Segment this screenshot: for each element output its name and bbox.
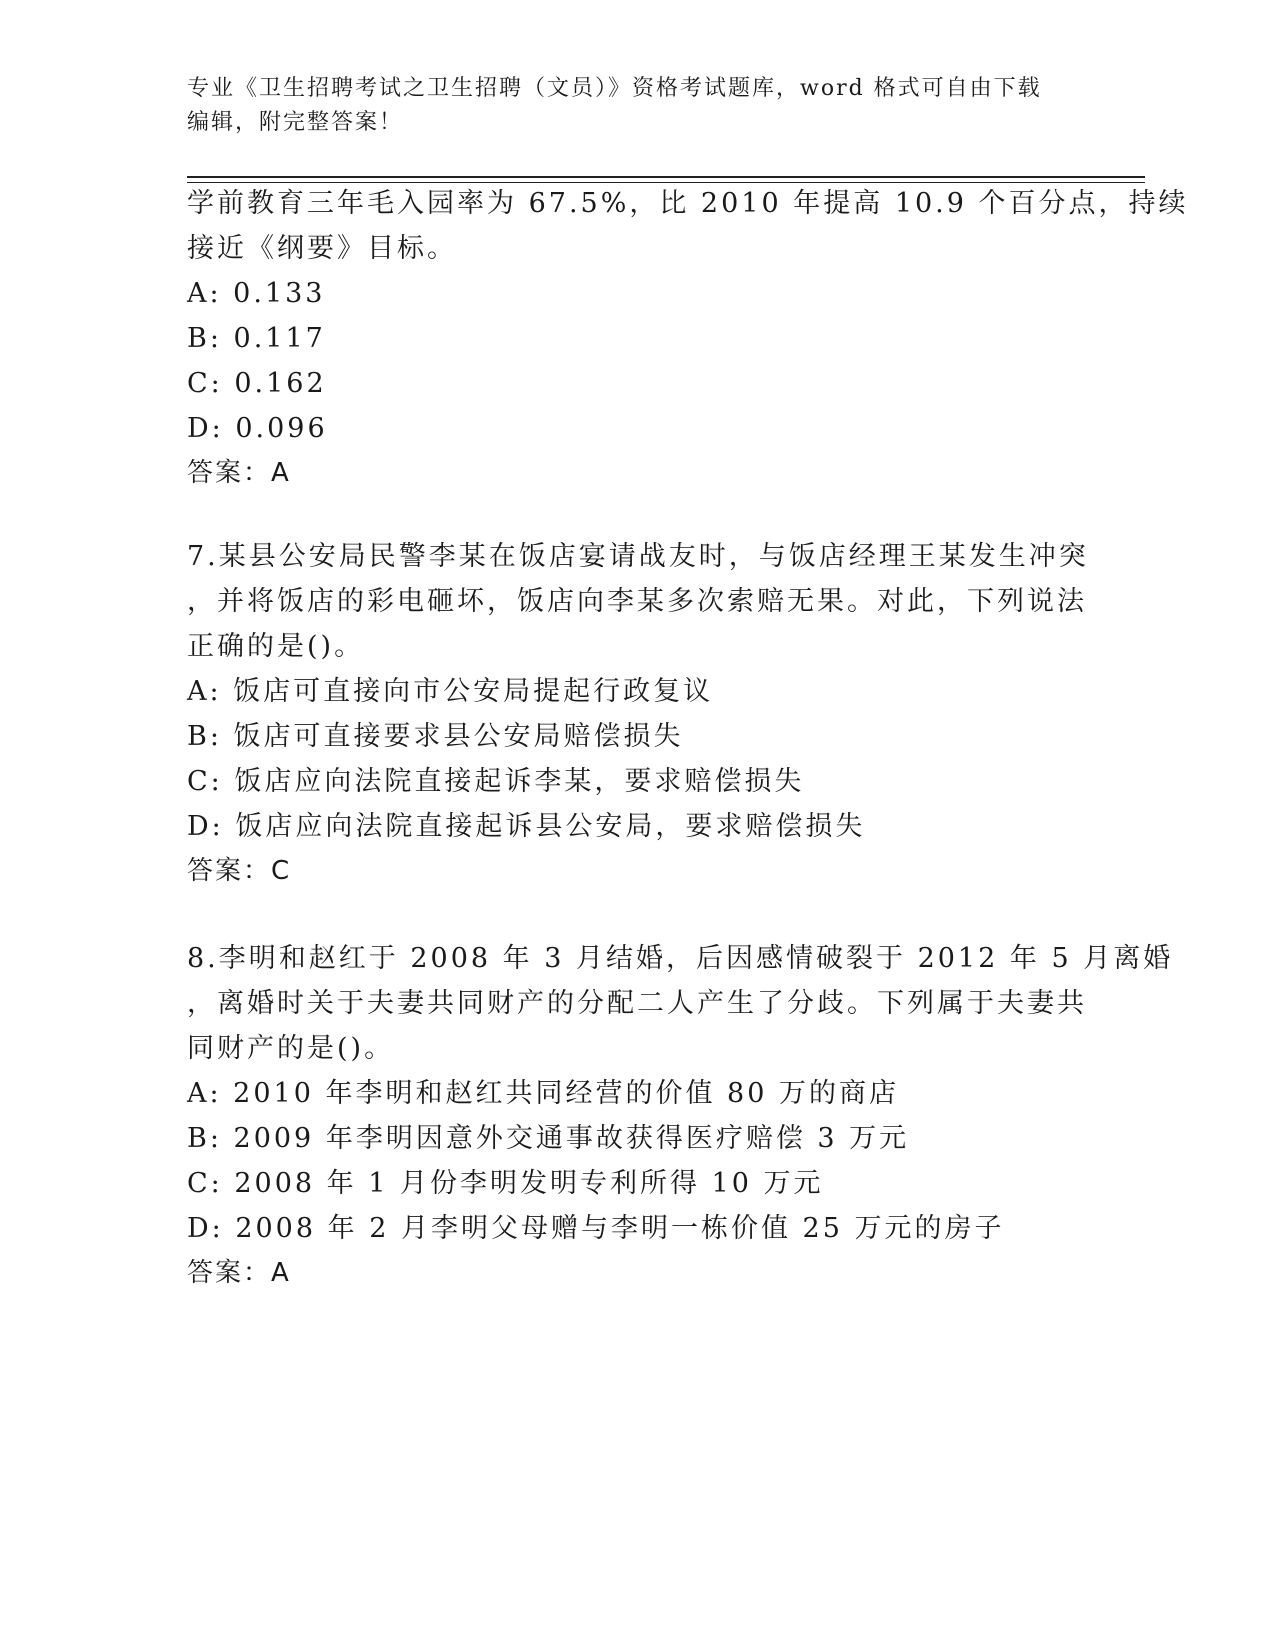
option-a: A: 2010 年李明和赵红共同经营的价值 80 万的商店 <box>187 1078 899 1109</box>
question-stem-line: 8.李明和赵红于 2008 年 3 月结婚，后因感情破裂于 2012 年 5 月离婚 <box>187 943 1174 974</box>
question-7 <box>187 534 1087 894</box>
header-line-2: 编辑，附完整答案！ <box>187 110 404 135</box>
question-6 <box>187 181 1189 496</box>
option-d: D: 2008 年 2 月李明父母赠与李明一栋价值 25 万元的房子 <box>187 1213 1005 1244</box>
question-stem-line: 正确的是()。 <box>187 631 365 662</box>
answer-line: 答案：C <box>187 856 292 886</box>
option-c: C: 饭店应向法院直接起诉李某，要求赔偿损失 <box>187 766 805 797</box>
option-c: C: 0.162 <box>187 368 327 399</box>
question-stem-line: 学前教育三年毛入园率为 67.5%，比 2010 年提高 10.9 个百分点，持续 <box>187 188 1189 219</box>
question-stem-line: 7.某县公安局民警李某在饭店宴请战友时，与饭店经理王某发生冲突 <box>187 541 1089 572</box>
question-stem-line: 同财产的是()。 <box>187 1033 395 1064</box>
option-a: A: 饭店可直接向市公安局提起行政复议 <box>187 676 714 707</box>
header-divider-thick <box>187 176 1145 178</box>
question-stem-line: ，离婚时关于夫妻共同财产的分配二人产生了分歧。下列属于夫妻共 <box>187 988 1087 1019</box>
option-d: D: 0.096 <box>187 413 328 444</box>
header-line-1: 专业《卫生招聘考试之卫生招聘（文员）》资格考试题库，word 格式可自由下载 <box>187 76 1042 101</box>
question-stem-line: 接近《纲要》目标。 <box>187 233 457 264</box>
option-c: C: 2008 年 1 月份李明发明专利所得 10 万元 <box>187 1168 824 1199</box>
document-header <box>187 72 1067 140</box>
option-d: D: 饭店应向法院直接起诉县公安局，要求赔偿损失 <box>187 811 866 842</box>
option-b: B: 饭店可直接要求县公安局赔偿损失 <box>187 721 684 752</box>
answer-line: 答案：A <box>187 458 291 488</box>
question-8 <box>187 936 1174 1296</box>
option-b: B: 2009 年李明因意外交通事故获得医疗赔偿 3 万元 <box>187 1123 910 1154</box>
answer-line: 答案：A <box>187 1258 291 1288</box>
question-stem-line: ，并将饭店的彩电砸坏，饭店向李某多次索赔无果。对此，下列说法 <box>187 586 1087 617</box>
option-a: A: 0.133 <box>187 278 326 309</box>
option-b: B: 0.117 <box>187 323 326 354</box>
